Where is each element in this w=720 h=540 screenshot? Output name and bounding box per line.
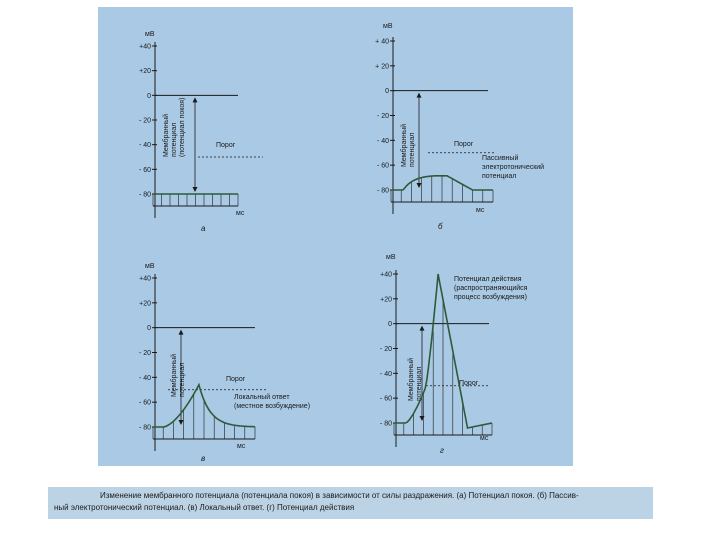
caption-line-1: Изменение мембранного потенциала (потенциала покоя) в зависимости от силы раздражения. (а) Потенциал покоя. (б) Пассив-: [100, 491, 579, 500]
y-tick-label: 0: [147, 92, 151, 100]
potential-arrowhead-down: [193, 187, 198, 192]
curve-annotation-line: (местное возбуждение): [234, 403, 311, 410]
curve-annotation: [454, 275, 528, 301]
y-tick-label: - 20: [379, 346, 392, 353]
threshold-label: Порог: [216, 142, 236, 149]
threshold-label: Порог: [226, 376, 246, 383]
membrane-potential-label: [407, 358, 423, 401]
potential-arrowhead-up: [179, 330, 184, 335]
membrane-potential-label-line: потенциал: [409, 132, 416, 167]
y-tick-label: - 80: [138, 191, 151, 199]
y-tick-label: - 80: [379, 420, 392, 428]
potential-arrowhead-down: [179, 420, 184, 425]
panel-letter: г: [440, 446, 444, 455]
panel-letter: б: [438, 222, 443, 231]
curve-annotation-line: Потенциал действия: [454, 276, 522, 283]
y-tick-label: - 60: [376, 162, 389, 170]
y-tick-label: - 20: [138, 350, 151, 357]
membrane-potential-figure: [98, 7, 573, 466]
unit-label: мВ: [383, 23, 393, 30]
curve-annotation: [482, 154, 544, 180]
membrane-potential-label-line: потенциал: [179, 362, 186, 397]
time-unit-label: мс: [476, 207, 485, 214]
threshold-label: Порог: [454, 141, 474, 148]
membrane-potential-label-line: (потенциал покоя): [179, 97, 186, 157]
unit-label: мВ: [386, 254, 396, 261]
y-tick-label: - 60: [379, 395, 392, 403]
y-tick-label: + 40: [375, 38, 389, 46]
y-tick-label: 0: [388, 321, 392, 329]
membrane-potential-label-line: потенциал: [416, 366, 423, 401]
y-tick-label: +20: [139, 68, 151, 76]
membrane-potential-label-line: Мембранный: [401, 123, 408, 167]
time-unit-label: мс: [236, 210, 245, 217]
membrane-potential-label: [400, 124, 416, 167]
potential-arrowhead-up: [420, 326, 425, 331]
curve-annotation-line: Локальный ответ: [234, 394, 290, 401]
curve-annotation-line: электротонический: [482, 164, 545, 171]
y-tick-label: 0: [147, 325, 151, 333]
curve-annotation-line: Пассивный: [482, 155, 519, 162]
y-tick-label: - 20: [376, 113, 389, 120]
membrane-potential-label-line: Мембранный: [163, 113, 170, 157]
y-tick-label: +20: [139, 300, 151, 308]
potential-arrowhead-down: [417, 183, 422, 188]
membrane-potential-label: [162, 98, 186, 157]
potential-arrowhead-down: [420, 416, 425, 421]
y-tick-label: +40: [139, 275, 151, 283]
membrane-potential-label: [170, 354, 186, 397]
y-tick-label: 0: [385, 88, 389, 96]
y-tick-label: - 40: [138, 374, 151, 382]
membrane-potential-label-line: Мембранный: [408, 357, 415, 401]
y-tick-label: +20: [380, 296, 392, 304]
time-unit-label: мс: [480, 435, 489, 442]
potential-arrowhead-up: [193, 97, 198, 102]
curve-annotation-line: (распространяющийся: [454, 285, 528, 292]
curve-annotation-line: процесс возбуждения): [454, 294, 527, 301]
membrane-potential-label-line: потенциал: [171, 122, 178, 157]
time-unit-label: мс: [237, 443, 246, 450]
y-tick-label: - 40: [379, 370, 392, 378]
curve-annotation: [234, 393, 310, 410]
y-tick-label: +40: [139, 43, 151, 51]
figure-caption: [48, 487, 653, 519]
curve-annotation-line: потенциал: [482, 173, 517, 180]
y-tick-label: + 20: [375, 63, 389, 71]
y-tick-label: +40: [380, 271, 392, 279]
y-tick-label: - 40: [376, 137, 389, 145]
y-tick-label: - 80: [138, 424, 151, 432]
unit-label: мВ: [145, 31, 155, 38]
y-tick-label: - 40: [138, 142, 151, 150]
membrane-potential-label-line: Мембранный: [171, 353, 178, 397]
unit-label: мВ: [145, 263, 155, 270]
y-tick-label: - 20: [138, 117, 151, 125]
y-tick-label: - 80: [376, 187, 389, 195]
caption-line-2: ный электротонический потенциал. (в) Локальный ответ. (г) Потенциал действия: [54, 503, 355, 512]
y-tick-label: - 60: [138, 399, 151, 407]
panel-letter: в: [201, 454, 206, 463]
potential-arrowhead-up: [417, 93, 422, 98]
y-tick-label: - 60: [138, 166, 151, 174]
threshold-label: Порог: [459, 380, 479, 387]
panel-letter: а: [201, 224, 206, 233]
figure-panel: [98, 7, 573, 466]
